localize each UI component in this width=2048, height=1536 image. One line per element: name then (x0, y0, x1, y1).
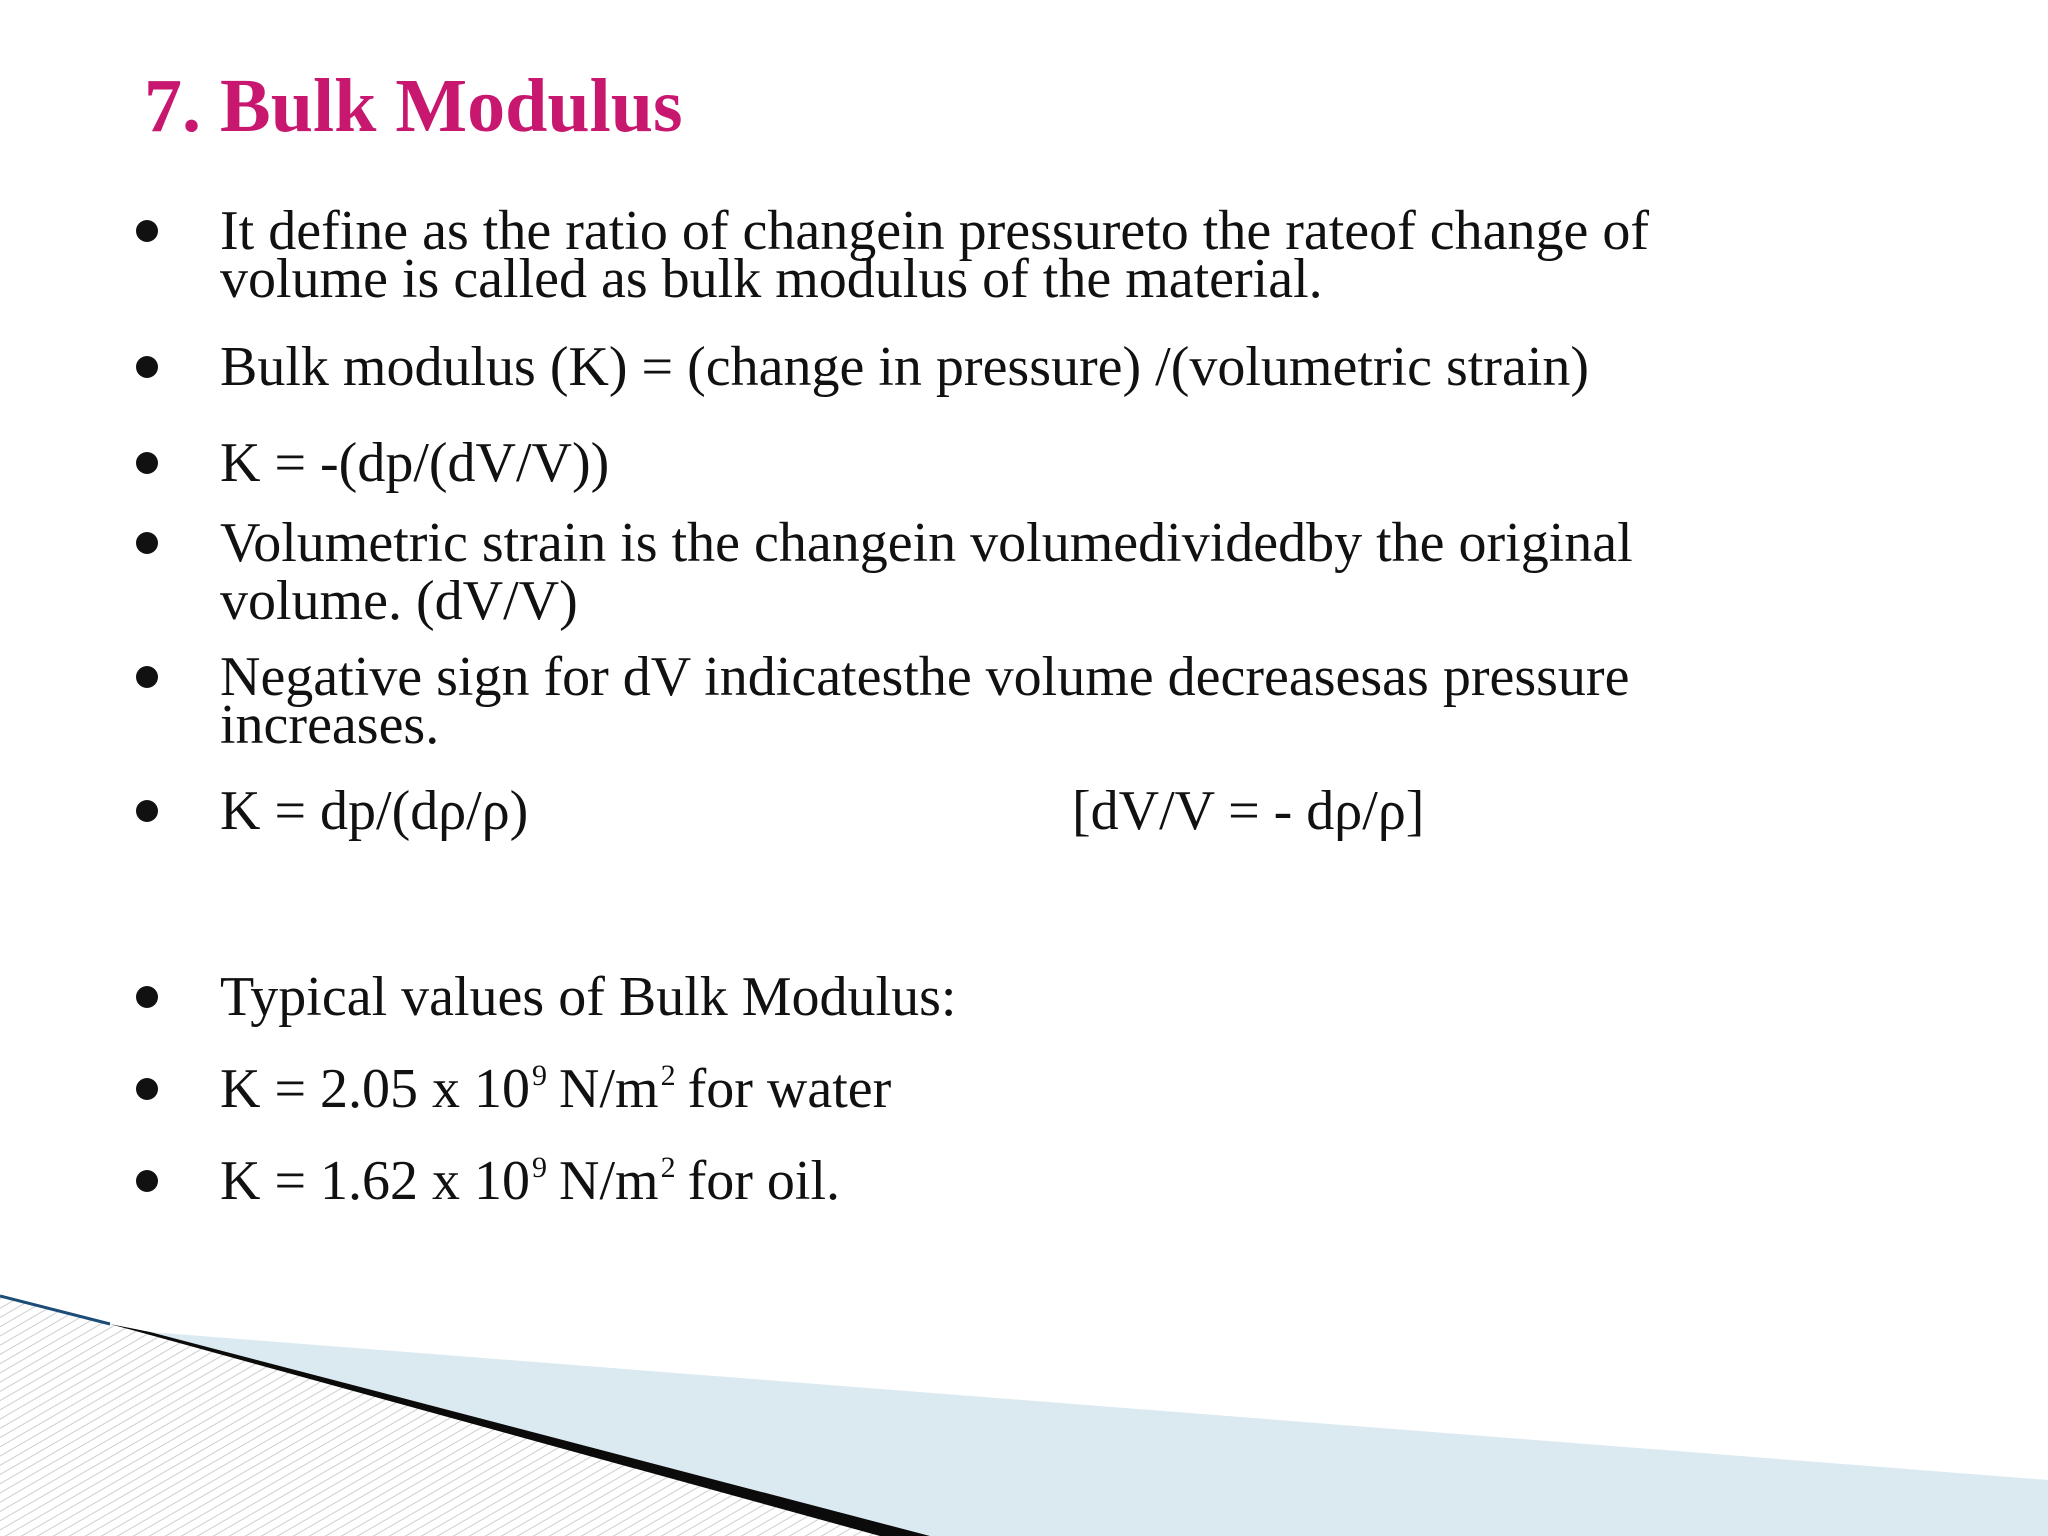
word: of (681, 200, 729, 262)
bullet-dot (136, 986, 158, 1008)
unit: N/m (559, 1150, 659, 1212)
word: strain (481, 512, 607, 574)
unit-exponent: 2 (660, 1150, 676, 1184)
bullet-text (220, 1150, 1840, 1212)
word: is (620, 512, 658, 574)
word: the (671, 512, 741, 574)
unit: N/m (559, 1058, 659, 1120)
bullet-line: volume is called as bulk modulus of the material. (220, 248, 1323, 310)
bullet-aside: [dV/V = - dρ/ρ] (1072, 780, 1425, 842)
bullet-text: Typical values of Bulk Modulus: (220, 966, 957, 1028)
word: Volumetric (220, 512, 468, 574)
word: sign (436, 646, 530, 708)
bullet-dot (136, 452, 158, 474)
value-suffix: for oil. (687, 1150, 841, 1212)
value-prefix: K = 1.62 x 10 (220, 1150, 531, 1212)
word: the (482, 200, 552, 262)
bullet-dot (136, 1078, 158, 1100)
exponent: 9 (532, 1150, 548, 1184)
bullet-dot (136, 356, 158, 378)
exponent: 9 (532, 1058, 548, 1092)
slide-footer-decoration (0, 1280, 2048, 1536)
word: change (1429, 200, 1589, 262)
word: volume (985, 646, 1154, 708)
word: ratio (565, 200, 668, 262)
bullet-dot (136, 666, 158, 688)
bullet-dot (136, 220, 158, 242)
word: changein (742, 200, 945, 262)
bullet-dot (136, 1170, 158, 1192)
bullet-dot (136, 532, 158, 554)
bullet-line: increases. (220, 694, 440, 756)
word: changein (754, 512, 957, 574)
bullet-text (220, 1058, 1840, 1120)
word: for (543, 646, 609, 708)
value-prefix: K = 2.05 x 10 (220, 1058, 531, 1120)
unit-exponent: 2 (660, 1058, 676, 1092)
word: dV (622, 646, 691, 708)
word: original (1458, 512, 1633, 574)
word: of (1602, 200, 1650, 262)
word: Negative (220, 646, 423, 708)
bullet-text: K = dp/(dρ/ρ) (220, 780, 529, 842)
word: as (422, 200, 469, 262)
word: decreasesas (1167, 646, 1429, 708)
word: It (220, 200, 255, 262)
word: the (1376, 512, 1445, 574)
bullet-line: volume. (dV/V) (220, 570, 578, 632)
word: indicatesthe (704, 646, 972, 708)
bullet-line (220, 512, 1790, 574)
word: pressure (1442, 646, 1630, 708)
bullet-text: K = -(dp/(dV/V)) (220, 432, 610, 494)
bullet-text: Bulk modulus (K) = (change in pressure) /(volumetric strain) (220, 336, 1590, 398)
bullet-dot (136, 800, 158, 822)
word: the (1202, 200, 1272, 262)
word: volumedividedby (970, 512, 1363, 574)
word: rateof (1285, 200, 1416, 262)
word: define (268, 200, 409, 262)
bullet-line (220, 646, 1808, 708)
value-suffix: for water (687, 1058, 892, 1120)
slide-title: 7. Bulk Modulus (144, 64, 683, 148)
word: pressureto (958, 200, 1189, 262)
